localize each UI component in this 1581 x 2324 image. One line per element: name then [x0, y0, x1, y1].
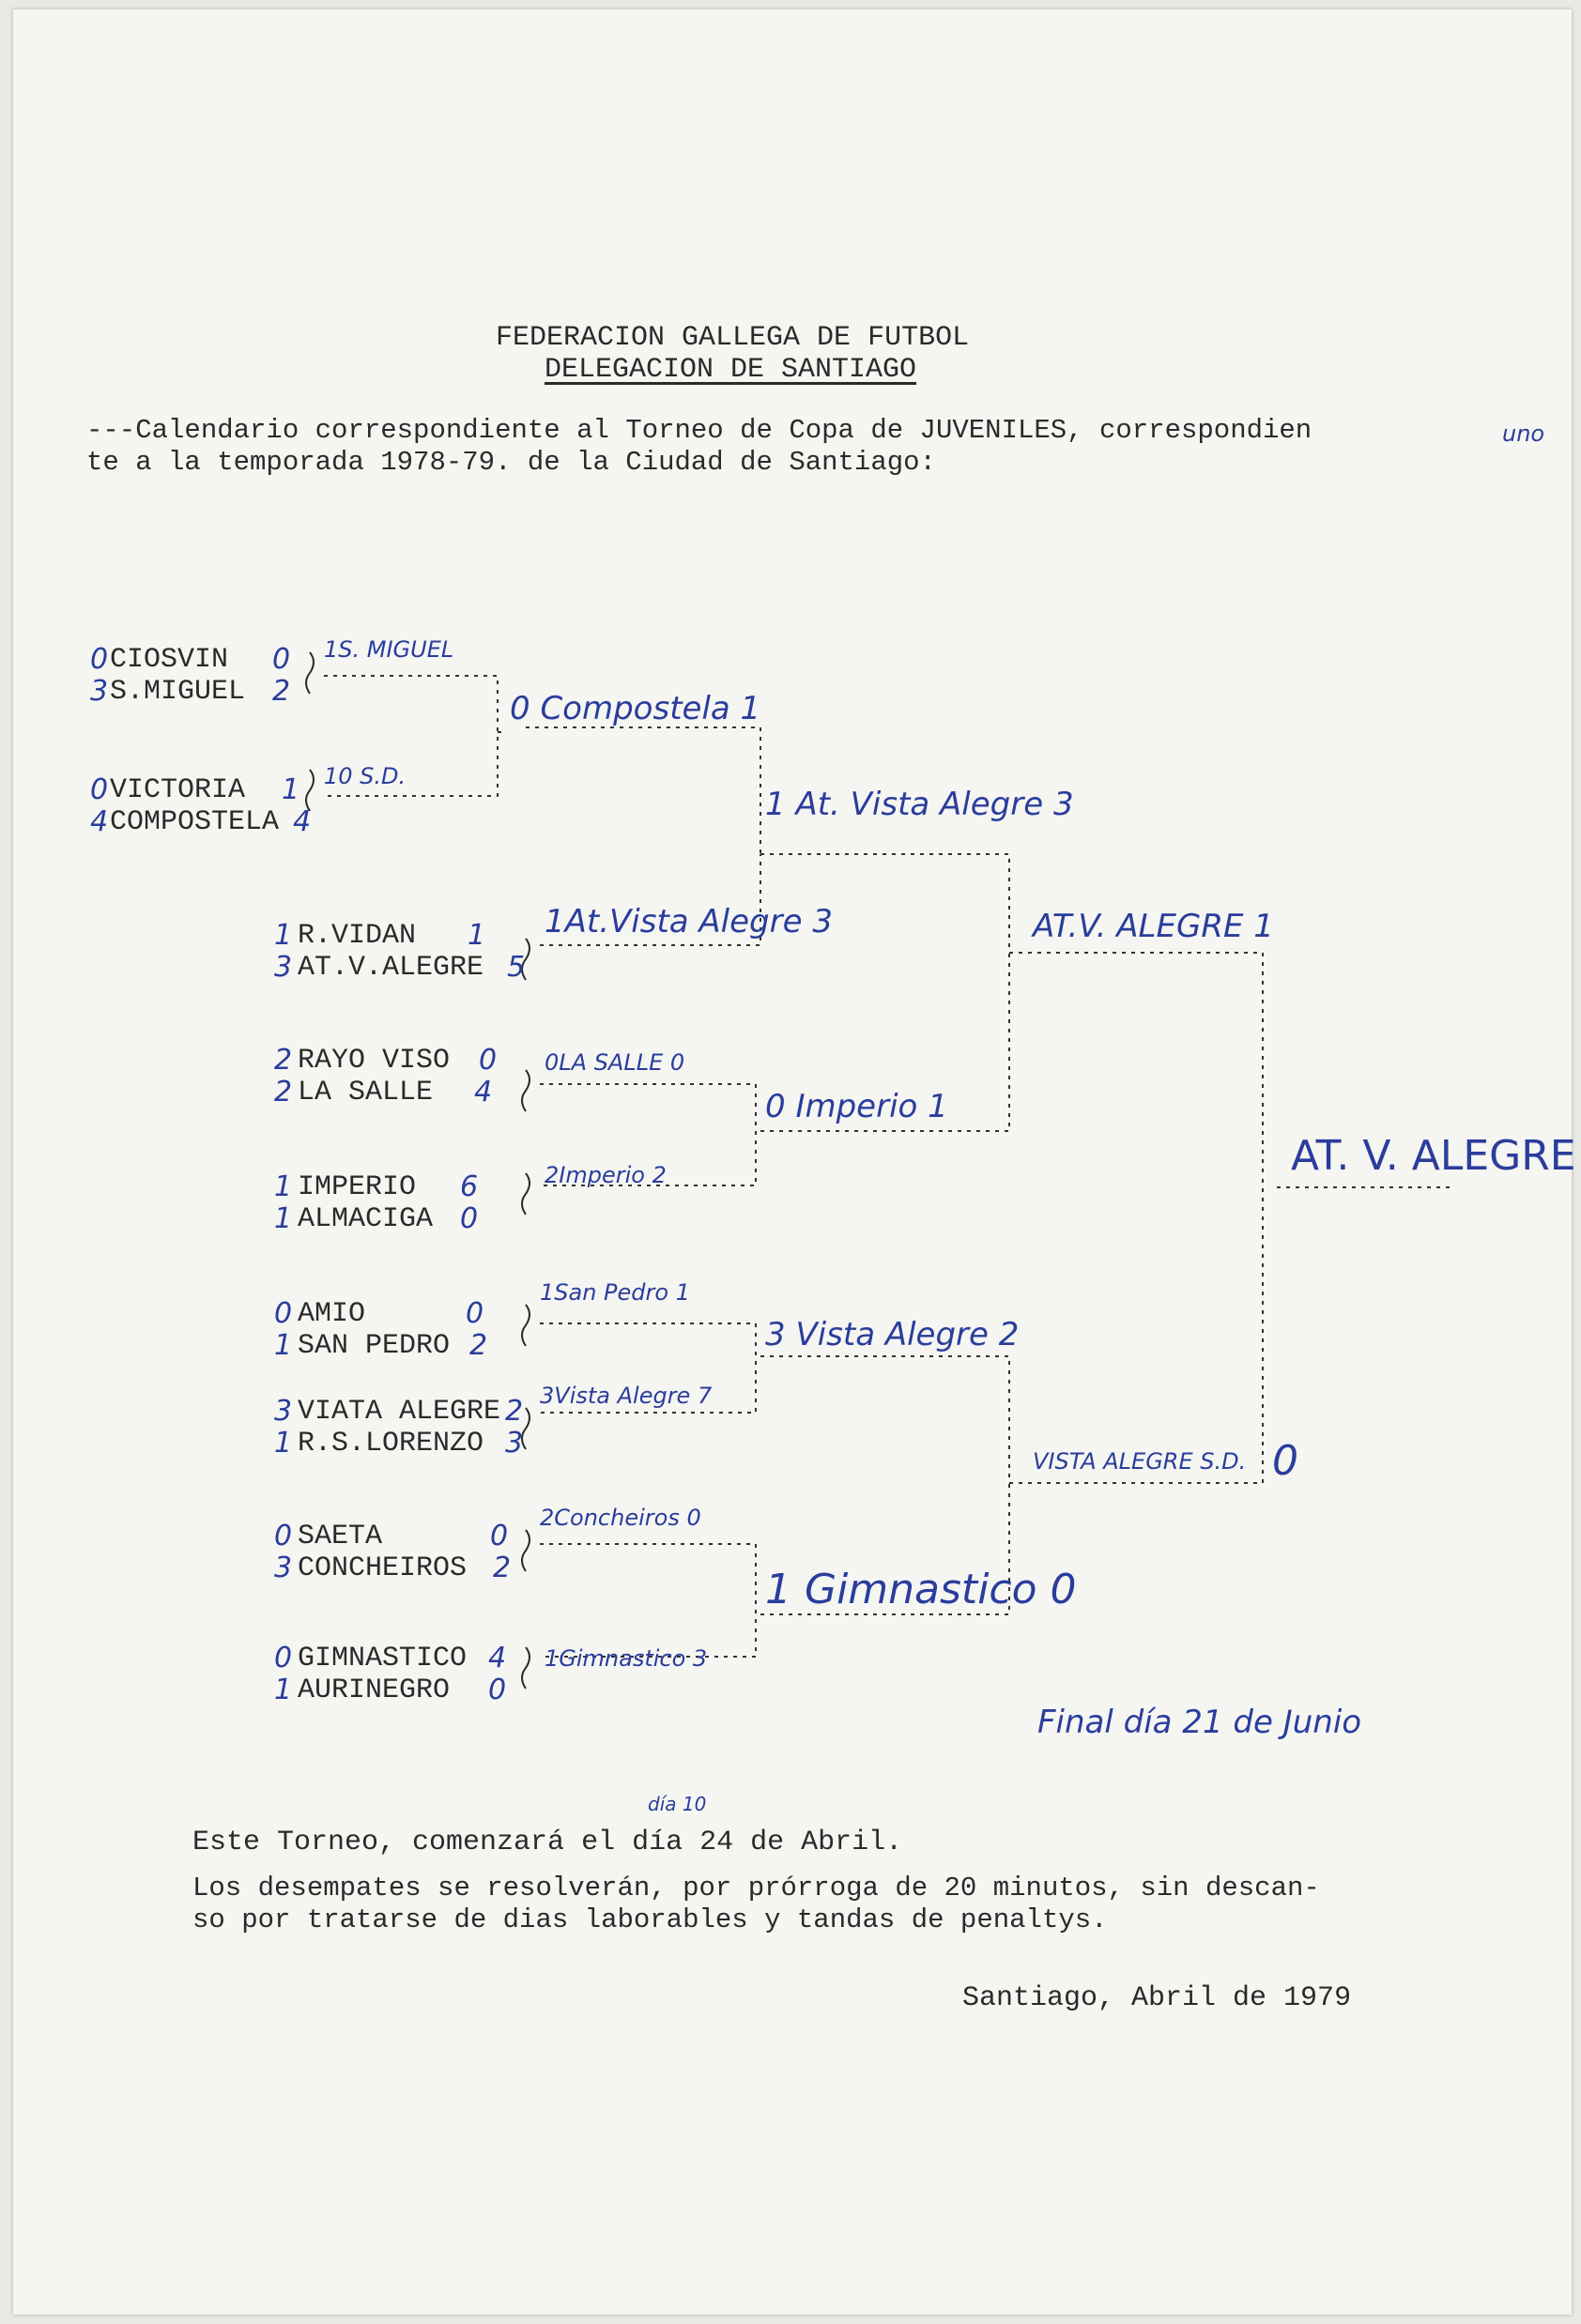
score-right: 1	[468, 919, 486, 952]
winner-note: 1At.Vista Alegre 3	[545, 903, 833, 940]
winner-note: 1Gimnastico 3	[545, 1645, 708, 1672]
round2-note: 0 Compostela 1	[510, 690, 761, 727]
winner-note: 0LA SALLE 0	[545, 1049, 685, 1076]
winner-note: 3Vista Alegre 7	[540, 1383, 713, 1409]
team-name: CONCHEIROS	[298, 1552, 468, 1584]
score-left: 3	[274, 1395, 293, 1428]
score-left: 1	[274, 1674, 293, 1706]
score-left: 0	[274, 1642, 293, 1674]
team-name: VICTORIA	[110, 774, 246, 806]
final-winner: AT. V. ALEGRE	[1291, 1132, 1576, 1180]
score-right: 2	[272, 675, 291, 708]
signoff: Santiago, Abril de 1979	[962, 1982, 1352, 2014]
round2-note: 1 Gimnastico 0	[765, 1566, 1077, 1613]
footer-line-3: so por tratarse de dias laborables y tandas de penaltys.	[192, 1904, 1108, 1935]
score-left: 2	[274, 1044, 293, 1077]
score-left: 3	[90, 675, 109, 708]
team-name: R.VIDAN	[298, 920, 417, 952]
score-right: 0	[490, 1520, 509, 1552]
score-left: 1	[274, 1427, 293, 1460]
margin-note: uno	[1502, 420, 1545, 447]
team-name: R.S.LORENZO	[298, 1428, 484, 1460]
score-right: 4	[293, 805, 312, 838]
semi-note: AT.V. ALEGRE 1	[1033, 908, 1274, 945]
winner-note: 2Imperio 2	[545, 1162, 667, 1188]
score-right: 0	[466, 1297, 484, 1330]
team-name: RAYO VISO	[298, 1045, 451, 1077]
team-name: LA SALLE	[298, 1077, 434, 1108]
team-name: CIOSVIN	[110, 644, 229, 676]
score-right: 4	[488, 1642, 507, 1674]
score-right: 0	[272, 643, 291, 676]
score-right: 3	[505, 1427, 524, 1460]
score-left: 0	[90, 773, 109, 806]
team-name: COMPOSTELA	[110, 806, 280, 838]
score-right: 0	[460, 1202, 479, 1235]
team-name: S.MIGUEL	[110, 676, 246, 708]
winner-note: 2Concheiros 0	[540, 1505, 701, 1531]
team-name: IMPERIO	[298, 1171, 417, 1203]
winner-note: 1S. MIGUEL	[324, 636, 454, 663]
insert-note: día 10	[648, 1793, 707, 1815]
score-right: 6	[460, 1170, 479, 1203]
score-left: 1	[274, 1170, 293, 1203]
score-left: 3	[274, 1552, 293, 1584]
semi-score: 0	[1272, 1437, 1298, 1485]
score-left: 4	[90, 805, 109, 838]
score-left: 3	[274, 951, 293, 984]
team-name: AMIO	[298, 1298, 366, 1330]
team-name: ALMACIGA	[298, 1203, 434, 1235]
score-right: 0	[479, 1044, 498, 1077]
semi-note: VISTA ALEGRE S.D.	[1033, 1448, 1247, 1475]
final-date-note: Final día 21 de Junio	[1037, 1704, 1362, 1741]
federation-title: FEDERACION GALLEGA DE FUTBOL	[496, 322, 970, 354]
score-right: 1	[282, 773, 300, 806]
score-left: 0	[90, 643, 109, 676]
score-right: 4	[474, 1076, 493, 1108]
intro-line-1: ---Calendario correspondiente al Torneo de Copa de JUVENILES, correspondien	[86, 415, 1312, 446]
team-name: SAETA	[298, 1521, 383, 1552]
delegation-title: DELEGACION DE SANTIAGO	[545, 354, 917, 386]
winner-note: 10 S.D.	[324, 763, 407, 789]
score-left: 1	[274, 919, 293, 952]
team-name: GIMNASTICO	[298, 1643, 468, 1674]
score-right: 2	[469, 1329, 488, 1362]
round2-note: 3 Vista Alegre 2	[765, 1316, 1020, 1353]
team-name: AT.V.ALEGRE	[298, 952, 484, 984]
team-name: VIATA ALEGRE	[298, 1396, 501, 1428]
score-left: 1	[274, 1202, 293, 1235]
winner-note: 1San Pedro 1	[540, 1279, 690, 1306]
footer-line-2: Los desempates se resolverán, por prórroga de 20 minutos, sin descan-	[192, 1873, 1320, 1904]
score-right: 2	[493, 1552, 512, 1584]
score-right: 0	[488, 1674, 507, 1706]
round2-note: 1 At. Vista Alegre 3	[765, 786, 1074, 823]
score-left: 0	[274, 1520, 293, 1552]
score-right: 2	[505, 1395, 524, 1428]
round2-note: 0 Imperio 1	[765, 1088, 948, 1125]
team-name: SAN PEDRO	[298, 1330, 451, 1362]
team-name: AURINEGRO	[298, 1674, 451, 1706]
score-left: 1	[274, 1329, 293, 1362]
intro-line-2: te a la temporada 1978-79. de la Ciudad de Santiago:	[86, 447, 936, 478]
footer-line-1: Este Torneo, comenzará el día 24 de Abril.	[192, 1827, 903, 1858]
score-left: 0	[274, 1297, 293, 1330]
score-left: 2	[274, 1076, 293, 1108]
score-right: 5	[507, 951, 526, 984]
